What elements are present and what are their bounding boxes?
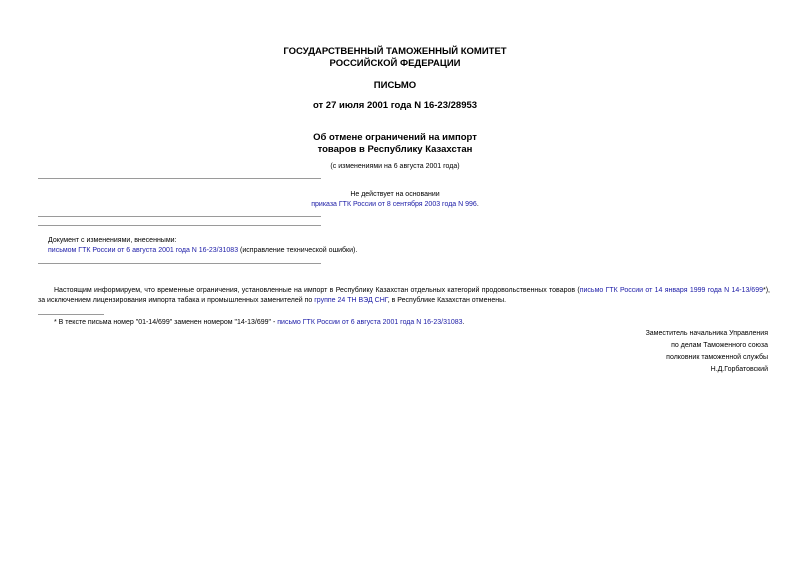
doc-date-number: от 27 июля 2001 года N 16-23/28953 (312, 100, 478, 111)
changes-suffix: (исправление технической ошибки). (240, 247, 358, 254)
footnote: * В тексте письма номер "01-14/699" заменен номером "14-13/699" - письмо ГТК России от 6 августа 2001 года N 16-23/31083. (54, 319, 465, 326)
reference-letter-link[interactable]: письмо ГТК России от 14 января 1999 года N 14-13/699 (579, 287, 763, 294)
doc-type: ПИСЬМО (373, 80, 417, 91)
amending-letter-link[interactable]: письмом ГТК России от 6 августа 2001 года N 16-23/31083 (48, 247, 239, 254)
divider (38, 216, 321, 217)
tariff-group-link[interactable]: группе 24 ТН ВЭД СНГ (314, 297, 388, 304)
issuer-line-2: РОССИЙСКОЙ ФЕДЕРАЦИИ (329, 58, 461, 69)
status-note: Не действует на основании (350, 191, 440, 198)
subject-line-1: Об отмене ограничений на импорт (313, 132, 477, 143)
footnote-divider (38, 314, 104, 315)
footnote-letter-link[interactable]: письмо ГТК России от 6 августа 2001 года N 16-23/31083 (277, 319, 463, 326)
changes-intro: Документ с изменениями, внесенными: (48, 237, 177, 244)
subject-line-2: товаров в Республику Казахстан (317, 144, 473, 155)
changes-row (48, 246, 357, 256)
signature-block (646, 329, 768, 375)
signature-name: Н.Д.Горбатовский (710, 366, 768, 373)
repeal-order-link[interactable]: приказа ГТК России от 8 сентября 2003 года N 996 (311, 201, 477, 208)
signature-rank: полковник таможенной службы (666, 354, 768, 361)
divider (38, 263, 321, 264)
divider (38, 225, 321, 226)
body-paragraph: Настоящим информируем, что временные ограничения, установленные на импорт в Республику Казахстан отдельных категорий продовольственных товаров (письмо ГТК России от 14 января 1999 года N 14-13/699*), за исключением лицензирования импорта табака и промышленных заменителей по группе 24 ТН ВЭД СНГ, в Республике Казахстан отменены. (38, 287, 770, 304)
amendments-note: (с изменениями на 6 августа 2001 года) (330, 163, 460, 170)
status-link-row (200, 200, 590, 210)
issuer-line-1: ГОСУДАРСТВЕННЫЙ ТАМОЖЕННЫЙ КОМИТЕТ (283, 46, 507, 57)
signature-department: по делам Таможенного союза (671, 342, 768, 349)
status-period: . (476, 201, 479, 208)
signature-position: Заместитель начальника Управления (645, 330, 768, 337)
divider (38, 178, 321, 179)
